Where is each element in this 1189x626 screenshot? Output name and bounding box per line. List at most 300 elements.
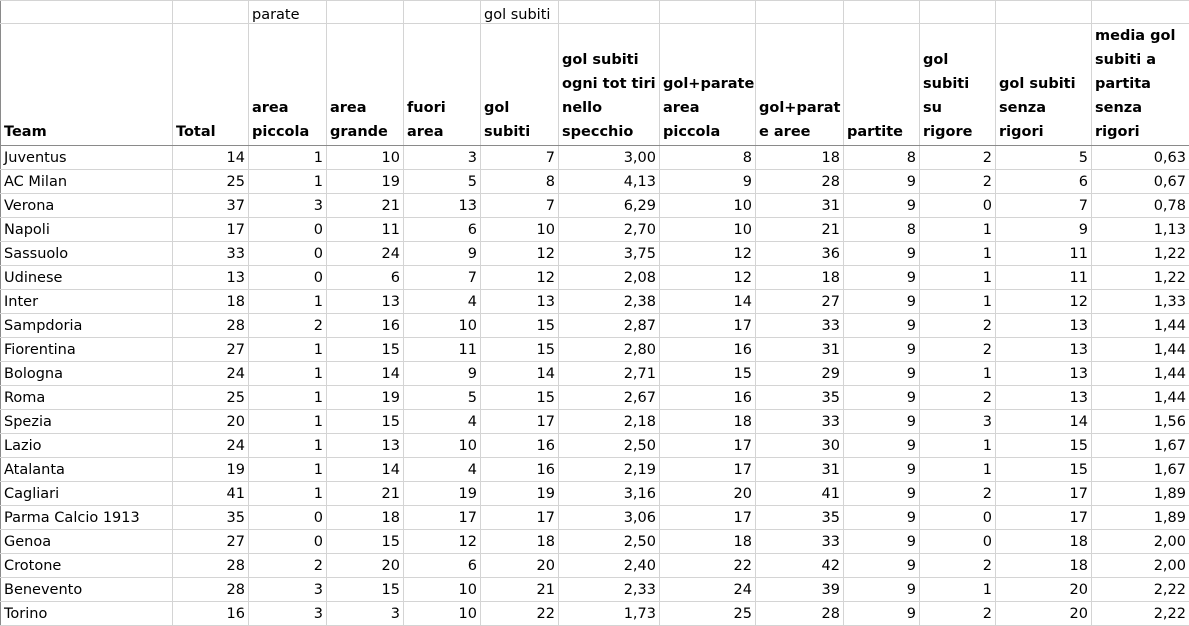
data-cell[interactable]: 1 — [249, 482, 327, 506]
data-cell[interactable]: 1,44 — [1092, 362, 1189, 386]
data-cell[interactable]: 13 — [996, 362, 1092, 386]
data-cell[interactable]: 2 — [249, 314, 327, 338]
data-cell[interactable]: 1 — [920, 434, 996, 458]
data-cell[interactable]: 31 — [756, 194, 844, 218]
table-row — [1, 578, 1189, 602]
data-cell[interactable]: 17 — [996, 506, 1092, 530]
data-cell[interactable]: 11 — [404, 338, 481, 362]
data-cell[interactable]: 2,70 — [559, 218, 660, 242]
data-cell[interactable]: 3 — [249, 602, 327, 626]
super-header-cell[interactable] — [996, 1, 1092, 24]
data-cell[interactable]: 4,13 — [559, 170, 660, 194]
data-cell[interactable]: 17 — [481, 506, 559, 530]
data-cell[interactable]: 6 — [404, 218, 481, 242]
data-cell[interactable]: 2 — [920, 482, 996, 506]
data-cell[interactable]: 1 — [920, 266, 996, 290]
table-row — [1, 482, 1189, 506]
team-name-cell[interactable]: Inter — [1, 290, 173, 314]
data-cell[interactable]: 28 — [173, 314, 249, 338]
data-cell[interactable]: 14 — [327, 458, 404, 482]
data-cell[interactable]: 2 — [920, 338, 996, 362]
data-cell[interactable]: 27 — [173, 530, 249, 554]
super-header-cell[interactable] — [1, 1, 173, 24]
data-cell[interactable]: 0 — [249, 506, 327, 530]
data-cell[interactable]: 2,87 — [559, 314, 660, 338]
data-cell[interactable]: 18 — [660, 410, 756, 434]
data-cell[interactable]: 10 — [404, 578, 481, 602]
data-cell[interactable]: 1 — [920, 290, 996, 314]
data-cell[interactable]: 24 — [173, 434, 249, 458]
data-cell[interactable]: 9 — [844, 338, 920, 362]
data-cell[interactable]: 2,22 — [1092, 602, 1189, 626]
data-cell[interactable]: 0 — [920, 194, 996, 218]
data-cell[interactable]: 9 — [844, 170, 920, 194]
data-cell[interactable]: 17 — [996, 482, 1092, 506]
column-header[interactable]: gol subiti su rigore — [920, 24, 996, 146]
data-cell[interactable]: 21 — [481, 578, 559, 602]
super-header-cell[interactable] — [327, 1, 404, 24]
data-cell[interactable]: 18 — [481, 530, 559, 554]
data-cell[interactable]: 1,44 — [1092, 386, 1189, 410]
data-cell[interactable]: 2,00 — [1092, 530, 1189, 554]
data-cell[interactable]: 19 — [173, 458, 249, 482]
data-cell[interactable]: 8 — [844, 218, 920, 242]
data-cell[interactable]: 2 — [920, 314, 996, 338]
data-cell[interactable]: 17 — [660, 506, 756, 530]
data-cell[interactable]: 22 — [481, 602, 559, 626]
data-cell[interactable]: 1,89 — [1092, 506, 1189, 530]
data-cell[interactable]: 6 — [404, 554, 481, 578]
data-cell[interactable]: 19 — [327, 386, 404, 410]
data-cell[interactable]: 1,22 — [1092, 266, 1189, 290]
data-cell[interactable]: 9 — [844, 602, 920, 626]
data-cell[interactable]: 2,67 — [559, 386, 660, 410]
data-cell[interactable]: 13 — [404, 194, 481, 218]
team-name-cell[interactable]: Crotone — [1, 554, 173, 578]
data-cell[interactable]: 12 — [481, 266, 559, 290]
data-cell[interactable]: 18 — [996, 530, 1092, 554]
data-cell[interactable]: 9 — [996, 218, 1092, 242]
data-cell[interactable]: 28 — [756, 602, 844, 626]
column-header[interactable]: partite — [844, 24, 920, 146]
data-cell[interactable]: 2,33 — [559, 578, 660, 602]
data-cell[interactable]: 9 — [844, 482, 920, 506]
team-name-cell[interactable]: Juventus — [1, 146, 173, 170]
data-cell[interactable]: 33 — [756, 530, 844, 554]
data-cell[interactable]: 3,75 — [559, 242, 660, 266]
data-cell[interactable]: 0 — [920, 506, 996, 530]
data-cell[interactable]: 27 — [173, 338, 249, 362]
team-name-cell[interactable]: Bologna — [1, 362, 173, 386]
data-cell[interactable]: 20 — [481, 554, 559, 578]
data-cell[interactable]: 9 — [844, 506, 920, 530]
data-cell[interactable]: 2 — [920, 602, 996, 626]
super-header-cell[interactable] — [173, 1, 249, 24]
data-cell[interactable]: 15 — [327, 338, 404, 362]
data-cell[interactable]: 17 — [404, 506, 481, 530]
data-cell[interactable]: 0 — [249, 242, 327, 266]
data-cell[interactable]: 17 — [481, 410, 559, 434]
table-row — [1, 194, 1189, 218]
data-cell[interactable]: 33 — [756, 410, 844, 434]
data-cell[interactable]: 15 — [327, 578, 404, 602]
team-name-cell[interactable]: Spezia — [1, 410, 173, 434]
data-cell[interactable]: 10 — [660, 194, 756, 218]
team-name-cell[interactable]: Genoa — [1, 530, 173, 554]
data-cell[interactable]: 35 — [756, 506, 844, 530]
data-cell[interactable]: 37 — [173, 194, 249, 218]
data-cell[interactable]: 1,67 — [1092, 458, 1189, 482]
table-row — [1, 290, 1189, 314]
data-cell[interactable]: 16 — [173, 602, 249, 626]
data-cell[interactable]: 41 — [173, 482, 249, 506]
data-cell[interactable]: 5 — [404, 386, 481, 410]
data-cell[interactable]: 15 — [996, 434, 1092, 458]
table-row — [1, 530, 1189, 554]
data-cell[interactable]: 3,06 — [559, 506, 660, 530]
data-cell[interactable]: 14 — [660, 290, 756, 314]
data-cell[interactable]: 9 — [844, 314, 920, 338]
data-cell[interactable]: 15 — [660, 362, 756, 386]
team-name-cell[interactable]: Cagliari — [1, 482, 173, 506]
data-cell[interactable]: 21 — [756, 218, 844, 242]
data-cell[interactable]: 12 — [660, 242, 756, 266]
data-cell[interactable]: 2,00 — [1092, 554, 1189, 578]
data-cell[interactable]: 1 — [249, 338, 327, 362]
data-cell[interactable]: 22 — [660, 554, 756, 578]
super-header-cell[interactable] — [559, 1, 660, 24]
team-name-cell[interactable]: Napoli — [1, 218, 173, 242]
data-cell[interactable]: 9 — [404, 242, 481, 266]
data-cell[interactable]: 12 — [481, 242, 559, 266]
data-cell[interactable]: 9 — [844, 386, 920, 410]
table-row — [1, 146, 1189, 170]
data-cell[interactable]: 1 — [920, 578, 996, 602]
team-name-cell[interactable]: Sampdoria — [1, 314, 173, 338]
data-cell[interactable]: 28 — [173, 578, 249, 602]
data-cell[interactable]: 4 — [404, 458, 481, 482]
column-header[interactable]: area grande — [327, 24, 404, 146]
data-cell[interactable]: 2,40 — [559, 554, 660, 578]
team-name-cell[interactable]: Roma — [1, 386, 173, 410]
column-header[interactable]: area piccola — [249, 24, 327, 146]
data-cell[interactable]: 7 — [481, 146, 559, 170]
super-header-cell[interactable] — [1092, 1, 1189, 24]
data-cell[interactable]: 3 — [249, 578, 327, 602]
team-name-cell[interactable]: Verona — [1, 194, 173, 218]
data-cell[interactable]: 9 — [404, 362, 481, 386]
data-cell[interactable]: 24 — [660, 578, 756, 602]
data-cell[interactable]: 10 — [481, 218, 559, 242]
table-row — [1, 386, 1189, 410]
data-cell[interactable]: 6 — [996, 170, 1092, 194]
data-cell[interactable]: 13 — [327, 290, 404, 314]
table-row — [1, 410, 1189, 434]
column-header[interactable]: media gol subiti a partita senza rigori — [1092, 24, 1189, 146]
data-cell[interactable]: 1,56 — [1092, 410, 1189, 434]
data-cell[interactable]: 2,80 — [559, 338, 660, 362]
data-cell[interactable]: 10 — [404, 314, 481, 338]
data-cell[interactable]: 9 — [844, 242, 920, 266]
data-cell[interactable]: 13 — [173, 266, 249, 290]
data-cell[interactable]: 16 — [327, 314, 404, 338]
data-cell[interactable]: 3 — [404, 146, 481, 170]
data-cell[interactable]: 24 — [173, 362, 249, 386]
column-header[interactable]: gol subiti ogni tot tiri nello specchio — [559, 24, 660, 146]
data-cell[interactable]: 17 — [660, 458, 756, 482]
data-cell[interactable]: 16 — [660, 338, 756, 362]
data-cell[interactable]: 16 — [481, 458, 559, 482]
data-cell[interactable]: 35 — [756, 386, 844, 410]
super-header-cell[interactable] — [660, 1, 756, 24]
data-cell[interactable]: 18 — [327, 506, 404, 530]
data-cell[interactable]: 0 — [920, 530, 996, 554]
data-cell[interactable]: 33 — [756, 314, 844, 338]
data-cell[interactable]: 2,50 — [559, 434, 660, 458]
data-cell[interactable]: 13 — [996, 386, 1092, 410]
data-cell[interactable]: 27 — [756, 290, 844, 314]
data-cell[interactable]: 17 — [660, 314, 756, 338]
team-name-cell[interactable]: Parma Calcio 1913 — [1, 506, 173, 530]
data-cell[interactable]: 36 — [756, 242, 844, 266]
data-cell[interactable]: 21 — [327, 482, 404, 506]
table-row — [1, 434, 1189, 458]
data-cell[interactable]: 9 — [844, 458, 920, 482]
super-header-cell[interactable]: parate — [249, 1, 327, 24]
data-cell[interactable]: 1,44 — [1092, 338, 1189, 362]
data-cell[interactable]: 2,08 — [559, 266, 660, 290]
data-cell[interactable]: 2,71 — [559, 362, 660, 386]
data-cell[interactable]: 15 — [481, 338, 559, 362]
data-cell[interactable]: 3,16 — [559, 482, 660, 506]
data-cell[interactable]: 8 — [844, 146, 920, 170]
data-cell[interactable]: 10 — [404, 602, 481, 626]
team-name-cell[interactable]: Udinese — [1, 266, 173, 290]
data-cell[interactable]: 1 — [920, 218, 996, 242]
data-cell[interactable]: 15 — [996, 458, 1092, 482]
data-cell[interactable]: 31 — [756, 458, 844, 482]
data-cell[interactable]: 5 — [404, 170, 481, 194]
team-name-cell[interactable]: Lazio — [1, 434, 173, 458]
data-cell[interactable]: 35 — [173, 506, 249, 530]
data-cell[interactable]: 39 — [756, 578, 844, 602]
data-cell[interactable]: 4 — [404, 290, 481, 314]
table-row — [1, 458, 1189, 482]
column-header[interactable]: Total — [173, 24, 249, 146]
data-cell[interactable]: 6 — [327, 266, 404, 290]
data-cell[interactable]: 31 — [756, 338, 844, 362]
data-cell[interactable]: 9 — [844, 410, 920, 434]
data-cell[interactable]: 1 — [249, 170, 327, 194]
data-cell[interactable]: 15 — [327, 530, 404, 554]
super-header-cell[interactable] — [844, 1, 920, 24]
data-cell[interactable]: 20 — [327, 554, 404, 578]
data-cell[interactable]: 8 — [481, 170, 559, 194]
data-cell[interactable]: 0 — [249, 530, 327, 554]
data-cell[interactable]: 15 — [481, 314, 559, 338]
data-cell[interactable]: 13 — [327, 434, 404, 458]
data-cell[interactable]: 3 — [327, 602, 404, 626]
data-cell[interactable]: 7 — [481, 194, 559, 218]
data-cell[interactable]: 19 — [327, 170, 404, 194]
data-cell[interactable]: 41 — [756, 482, 844, 506]
data-cell[interactable]: 2,18 — [559, 410, 660, 434]
data-cell[interactable]: 2,50 — [559, 530, 660, 554]
data-cell[interactable]: 18 — [756, 266, 844, 290]
data-cell[interactable]: 24 — [327, 242, 404, 266]
team-name-cell[interactable]: Sassuolo — [1, 242, 173, 266]
data-cell[interactable]: 10 — [327, 146, 404, 170]
data-cell[interactable]: 17 — [173, 218, 249, 242]
data-cell[interactable]: 12 — [660, 266, 756, 290]
column-header[interactable]: Team — [1, 24, 173, 146]
data-cell[interactable]: 1 — [249, 386, 327, 410]
column-header[interactable]: gol+parate area piccola — [660, 24, 756, 146]
data-cell[interactable]: 13 — [996, 314, 1092, 338]
data-cell[interactable]: 9 — [844, 290, 920, 314]
data-cell[interactable]: 1 — [249, 146, 327, 170]
data-cell[interactable]: 0 — [249, 266, 327, 290]
data-cell[interactable]: 14 — [327, 362, 404, 386]
data-cell[interactable]: 1,22 — [1092, 242, 1189, 266]
column-header[interactable]: gol+parat e aree — [756, 24, 844, 146]
data-cell[interactable]: 3,00 — [559, 146, 660, 170]
data-cell[interactable]: 20 — [173, 410, 249, 434]
data-cell[interactable]: 1 — [920, 458, 996, 482]
data-cell[interactable]: 29 — [756, 362, 844, 386]
data-cell[interactable]: 11 — [327, 218, 404, 242]
data-cell[interactable]: 19 — [404, 482, 481, 506]
data-cell[interactable]: 20 — [660, 482, 756, 506]
data-cell[interactable]: 8 — [660, 146, 756, 170]
data-cell[interactable]: 1 — [249, 410, 327, 434]
data-cell[interactable]: 1 — [249, 434, 327, 458]
data-cell[interactable]: 18 — [660, 530, 756, 554]
data-cell[interactable]: 1,44 — [1092, 314, 1189, 338]
data-cell[interactable]: 3 — [920, 410, 996, 434]
data-cell[interactable]: 18 — [996, 554, 1092, 578]
data-cell[interactable]: 15 — [327, 410, 404, 434]
data-cell[interactable]: 10 — [404, 434, 481, 458]
data-cell[interactable]: 14 — [173, 146, 249, 170]
data-cell[interactable]: 9 — [844, 194, 920, 218]
data-cell[interactable]: 14 — [996, 410, 1092, 434]
data-cell[interactable]: 2,38 — [559, 290, 660, 314]
data-cell[interactable]: 1,13 — [1092, 218, 1189, 242]
data-cell[interactable]: 9 — [844, 434, 920, 458]
data-cell[interactable]: 30 — [756, 434, 844, 458]
team-name-cell[interactable]: Fiorentina — [1, 338, 173, 362]
data-cell[interactable]: 1,67 — [1092, 434, 1189, 458]
column-header[interactable]: fuori area — [404, 24, 481, 146]
team-name-cell[interactable]: Atalanta — [1, 458, 173, 482]
data-cell[interactable]: 42 — [756, 554, 844, 578]
data-cell[interactable]: 1 — [249, 362, 327, 386]
data-cell[interactable]: 0 — [249, 218, 327, 242]
data-cell[interactable]: 18 — [756, 146, 844, 170]
data-cell[interactable]: 7 — [996, 194, 1092, 218]
data-cell[interactable]: 21 — [327, 194, 404, 218]
data-cell[interactable]: 2 — [920, 554, 996, 578]
team-name-cell[interactable]: Benevento — [1, 578, 173, 602]
data-cell[interactable]: 3 — [249, 194, 327, 218]
data-cell[interactable]: 2,19 — [559, 458, 660, 482]
data-cell[interactable]: 2 — [920, 146, 996, 170]
data-cell[interactable]: 2 — [920, 386, 996, 410]
data-cell[interactable]: 13 — [996, 338, 1092, 362]
data-cell[interactable]: 14 — [481, 362, 559, 386]
super-header-cell[interactable] — [920, 1, 996, 24]
team-name-cell[interactable]: Torino — [1, 602, 173, 626]
data-cell[interactable]: 12 — [404, 530, 481, 554]
data-cell[interactable]: 9 — [844, 554, 920, 578]
data-cell[interactable]: 28 — [756, 170, 844, 194]
column-header[interactable]: gol subiti — [481, 24, 559, 146]
data-cell[interactable]: 19 — [481, 482, 559, 506]
data-cell[interactable]: 2 — [249, 554, 327, 578]
data-cell[interactable]: 13 — [481, 290, 559, 314]
data-cell[interactable]: 0,67 — [1092, 170, 1189, 194]
data-cell[interactable]: 9 — [844, 362, 920, 386]
data-cell[interactable]: 9 — [844, 578, 920, 602]
data-cell[interactable]: 1 — [920, 362, 996, 386]
table-row — [1, 554, 1189, 578]
table-row — [1, 218, 1189, 242]
data-cell[interactable]: 9 — [844, 530, 920, 554]
super-header-cell[interactable] — [404, 1, 481, 24]
super-header-cell[interactable] — [756, 1, 844, 24]
data-cell[interactable]: 4 — [404, 410, 481, 434]
data-cell[interactable]: 11 — [996, 266, 1092, 290]
data-cell[interactable]: 18 — [173, 290, 249, 314]
data-cell[interactable]: 25 — [173, 386, 249, 410]
data-cell[interactable]: 15 — [481, 386, 559, 410]
column-header[interactable]: gol subiti senza rigori — [996, 24, 1092, 146]
data-cell[interactable]: 9 — [844, 266, 920, 290]
data-cell[interactable]: 1 — [249, 290, 327, 314]
data-cell[interactable]: 1 — [920, 242, 996, 266]
data-cell[interactable]: 6,29 — [559, 194, 660, 218]
data-cell[interactable]: 5 — [996, 146, 1092, 170]
data-cell[interactable]: 20 — [996, 602, 1092, 626]
data-cell[interactable]: 20 — [996, 578, 1092, 602]
data-cell[interactable]: 25 — [660, 602, 756, 626]
data-cell[interactable]: 25 — [173, 170, 249, 194]
data-cell[interactable]: 7 — [404, 266, 481, 290]
data-cell[interactable]: 17 — [660, 434, 756, 458]
data-cell[interactable]: 33 — [173, 242, 249, 266]
team-name-cell[interactable]: AC Milan — [1, 170, 173, 194]
data-cell[interactable]: 16 — [660, 386, 756, 410]
data-cell[interactable]: 16 — [481, 434, 559, 458]
data-cell[interactable]: 0,63 — [1092, 146, 1189, 170]
data-cell[interactable]: 0,78 — [1092, 194, 1189, 218]
data-cell[interactable]: 28 — [173, 554, 249, 578]
data-cell[interactable]: 11 — [996, 242, 1092, 266]
super-header-cell[interactable]: gol subiti — [481, 1, 559, 24]
table-row — [1, 242, 1189, 266]
data-cell[interactable]: 10 — [660, 218, 756, 242]
data-cell[interactable]: 1,33 — [1092, 290, 1189, 314]
data-cell[interactable]: 1,89 — [1092, 482, 1189, 506]
header-row — [1, 24, 1189, 146]
data-cell[interactable]: 1 — [249, 458, 327, 482]
data-cell[interactable]: 2 — [920, 170, 996, 194]
data-cell[interactable]: 1,73 — [559, 602, 660, 626]
data-cell[interactable]: 2,22 — [1092, 578, 1189, 602]
data-cell[interactable]: 12 — [996, 290, 1092, 314]
data-cell[interactable]: 9 — [660, 170, 756, 194]
